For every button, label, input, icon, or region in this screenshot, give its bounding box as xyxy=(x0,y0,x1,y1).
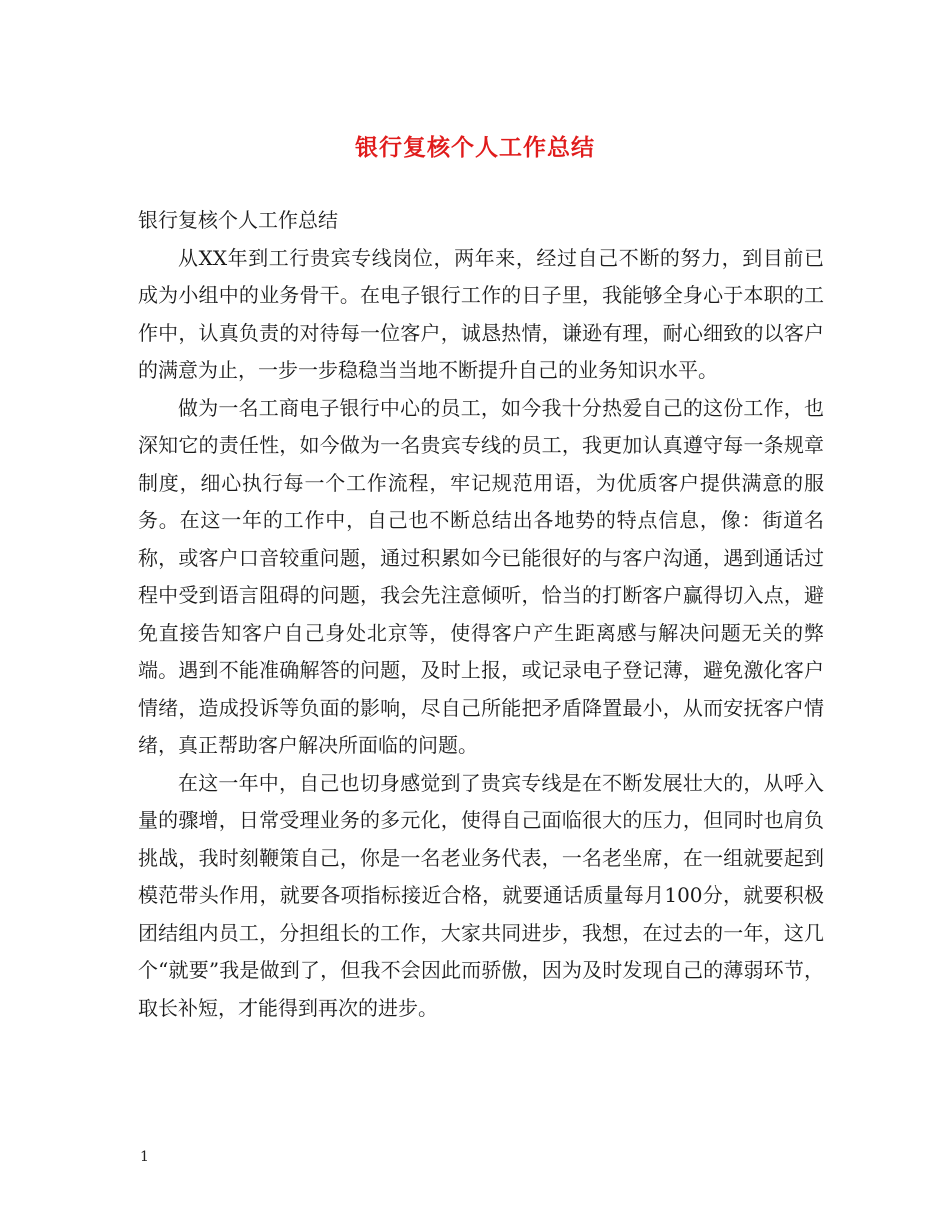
paragraph-2: 做为一名工商电子银行中心的员工，如今我十分热爱自己的这份工作，也深知它的责任性，如今做为一名贵宾专线的员工，我更加认真遵守每一条规章制度，细心执行每一个工作流程，牢记规范用语，为优质客户提供满意的服务。在这一年的工作中，自己也不断总结出各地势的特点信息，像：街道名称，或客户口音较重问题，通过积累如今已能很好的与客户沟通，遇到通话过程中受到语言阻碍的问题，我会先注意倾听，恰当的打断客户赢得切入点，避免直接告知客户自己身处北京等，使得客户产生距离感与解决问题无关的弊端。遇到不能准确解答的问题，及时上报，或记录电子登记薄，避免激化客户情绪，造成投诉等负面的影响，尽自己所能把矛盾降置最小，从而安抚客户情绪，真正帮助客户解决所面临的问题。 xyxy=(138,395,824,757)
document-body xyxy=(138,202,824,1027)
document-title: 银行复核个人工作总结 xyxy=(355,134,595,161)
document-subtitle: 银行复核个人工作总结 xyxy=(138,208,338,232)
paragraph-3: 在这一年中，自己也切身感觉到了贵宾专线是在不断发展壮大的，从呼入量的骤增，日常受理业务的多元化，使得自己面临很大的压力，但同时也肩负挑战，我时刻鞭策自己，你是一名老业务代表，一名老坐席，在一组就要起到模范带头作用，就要各项指标接近合格，就要通话质量每月100分，就要积极团结组内员工，分担组长的工作，大家共同进步，我想，在过去的一年，这几个“就要”我是做到了，但我不会因此而骄傲，因为及时发现自己的薄弱环节，取长补短，才能得到再次的进步。 xyxy=(138,770,824,1020)
page-number: 1 xyxy=(140,1149,149,1165)
paragraph-1: 从XX年到工行贵宾专线岗位，两年来，经过自己不断的努力，到目前已成为小组中的业务骨干。在电子银行工作的日子里，我能够全身心于本职的工作中，认真负责的对待每一位客户，诚恳热情，谦逊有理，耐心细致的以客户的满意为止，一步一步稳稳当当地不断提升自己的业务知识水平。 xyxy=(138,245,824,382)
